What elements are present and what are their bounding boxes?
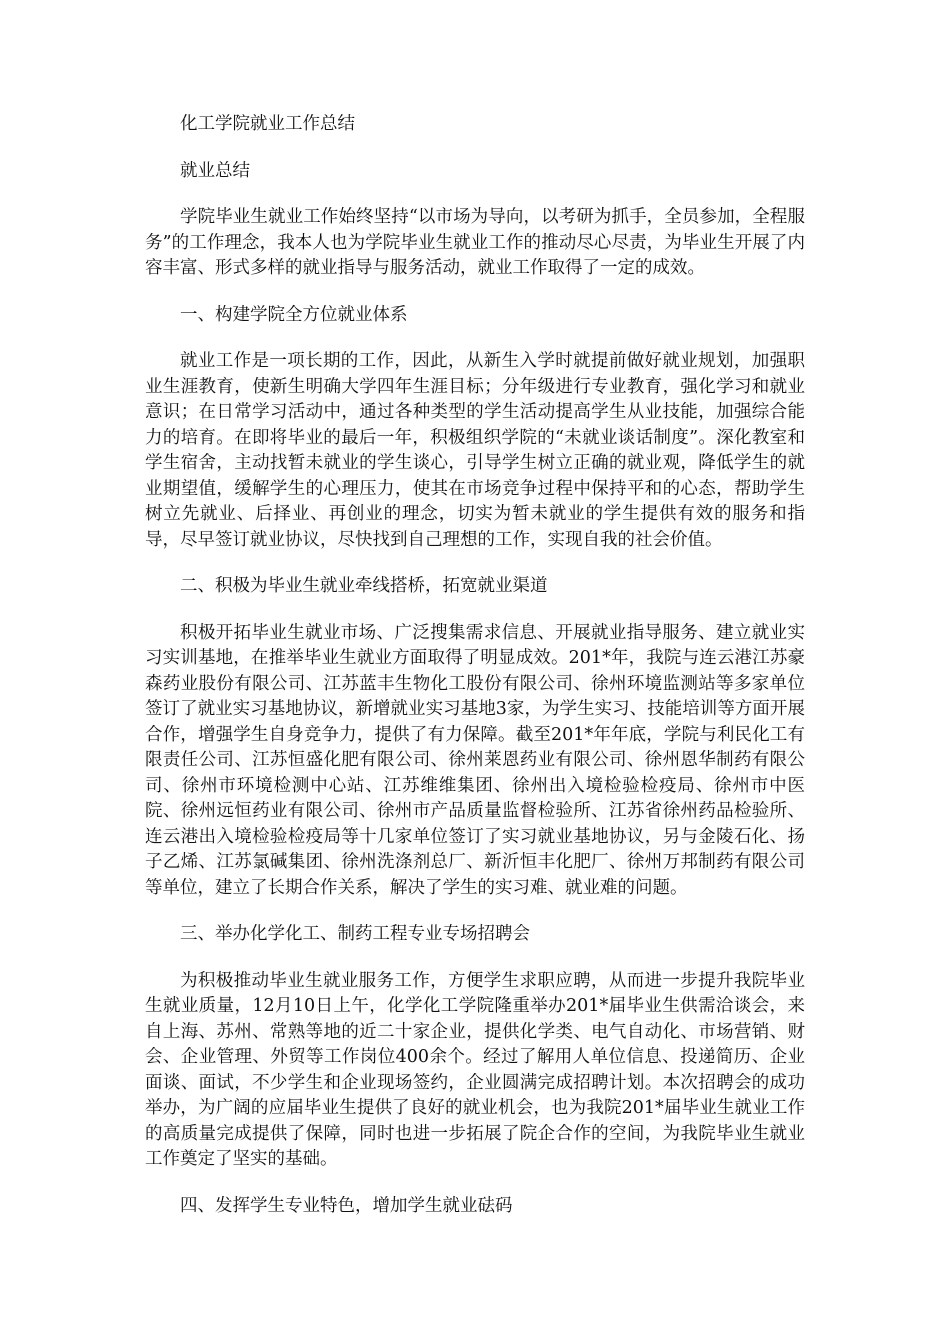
section-heading-2: 二、积极为毕业生就业牵线搭桥，拓宽就业渠道 bbox=[180, 576, 548, 596]
section-body-2: 积极开拓毕业生就业市场、广泛搜集需求信息、开展就业指导服务、建立就业实习实训基地，在推举毕业生就业方面取得了明显成效。201*年，我院与连云港江苏豪森药业股份有限公司、江苏蓝丰生物化工股份有限公司、徐州环境监测站等多家单位签订了就业实习基地协议，新增就业实习基地3家，为学生实习、技能培训等方面开展合作，增强学生自身竞争力，提供了有力保障。截至201*年年底，学院与利民化工有限责任公司、江苏恒盛化肥有限公司、徐州莱恩药业有限公司、徐州恩华制药有限公司、徐州市环境检测中心站、江苏维维集团、徐州出入境检验检疫局、徐州市中医院、徐州远恒药业有限公司、徐州市产品质量监督检验所、江苏省徐州药品检验所、连云港出入境检验检疫局等十几家单位签订了实习就业基地协议，另与金陵石化、扬子乙烯、江苏氯碱集团、徐州洗涤剂总厂、新沂恒丰化肥厂、徐州万邦制药有限公司等单位，建立了长期合作关系，解决了学生的实习难、就业难的问题。 bbox=[145, 622, 805, 898]
section-heading-4: 四、发挥学生专业特色，增加学生就业砝码 bbox=[180, 1195, 513, 1216]
section-body-3: 为积极推动毕业生就业服务工作，方便学生求职应聘，从而进一步提升我院毕业生就业质量，12月10日上午，化学化工学院隆重举办201*届毕业生供需洽谈会，来自上海、苏州、常熟等地的近二十家企业，提供化学类、电气自动化、市场营销、财会、企业管理、外贸等工作岗位400余个。经过了解用人单位信息、投递简历、企业面谈、面试，不少学生和企业现场签约，企业圆满完成招聘计划。本次招聘会的成功举办，为广阔的应届毕业生提供了良好的就业机会，也为我院201*届毕业生就业工作的高质量完成提供了保障，同时也进一步拓展了院企合作的空间，为我院毕业生就业工作奠定了坚实的基础。 bbox=[145, 970, 805, 1169]
document-body bbox=[145, 112, 805, 1219]
section-heading-3: 三、举办化学化工、制药工程专业专场招聘会 bbox=[180, 924, 530, 944]
section-heading-1: 一、构建学院全方位就业体系 bbox=[180, 304, 408, 325]
intro-paragraph: 学院毕业生就业工作始终坚持“以市场为导向，以考研为抓手，全员参加，全程服务”的工作理念，我本人也为学院毕业生就业工作的推动尽心尽责，为毕业生开展了内容丰富、形式多样的就业指导与服务活动，就业工作取得了一定的成效。 bbox=[145, 207, 805, 278]
document-title: 化工学院就业工作总结 bbox=[180, 114, 355, 134]
section-body-1: 就业工作是一项长期的工作，因此，从新生入学时就提前做好就业规划，加强职业生涯教育，使新生明确大学四年生涯目标；分年级进行专业教育，强化学习和就业意识；在日常学习活动中，通过各种类型的学生活动提高学生从业技能，加强综合能力的培育。在即将毕业的最后一年，积极组织学院的“未就业谈话制度”。深化教室和学生宿舍，主动找暂未就业的学生谈心，引导学生树立正确的就业观，降低学生的就业期望值，缓解学生的心理压力，使其在市场竞争过程中保持平和的心态，帮助学生树立先就业、后择业、再创业的理念，切实为暂未就业的学生提供有效的服务和指导，尽早签订就业协议，尽快找到自己理想的工作，实现自我的社会价值。 bbox=[145, 351, 805, 550]
document-subtitle: 就业总结 bbox=[180, 160, 250, 181]
